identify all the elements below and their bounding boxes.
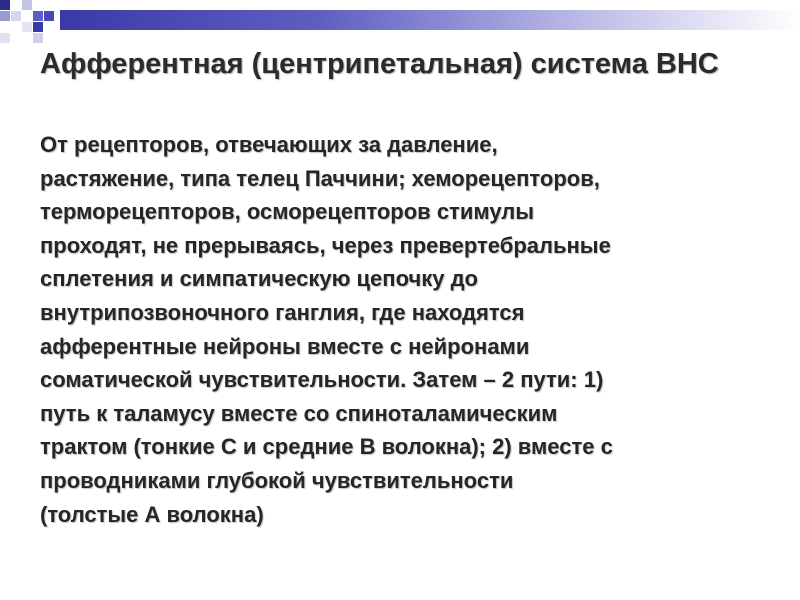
corner-squares-decoration [0,0,64,48]
slide-body-text: От рецепторов, отвечающих за давление, растяжение, типа телец Паччини; хеморецепторов, терморецепторов, осморецепторов стимулы проходят, не прерываясь, через превертебральные сплетения и симпатическую цепочку до внутрипозвоночного ганглия, где находятся афферентные нейроны вместе с нейронами соматической чувствительности. Затем – 2 пути: 1) путь к таламусу вместе со спиноталамическим трактом (тонкие С и средние В волокна); 2) вместе с проводниками глубокой чувствительности (толстые А волокна) [40,132,613,527]
slide-title: Афферентная (центрипетальная) система ВНС [40,48,719,80]
header-gradient-band [60,10,800,30]
